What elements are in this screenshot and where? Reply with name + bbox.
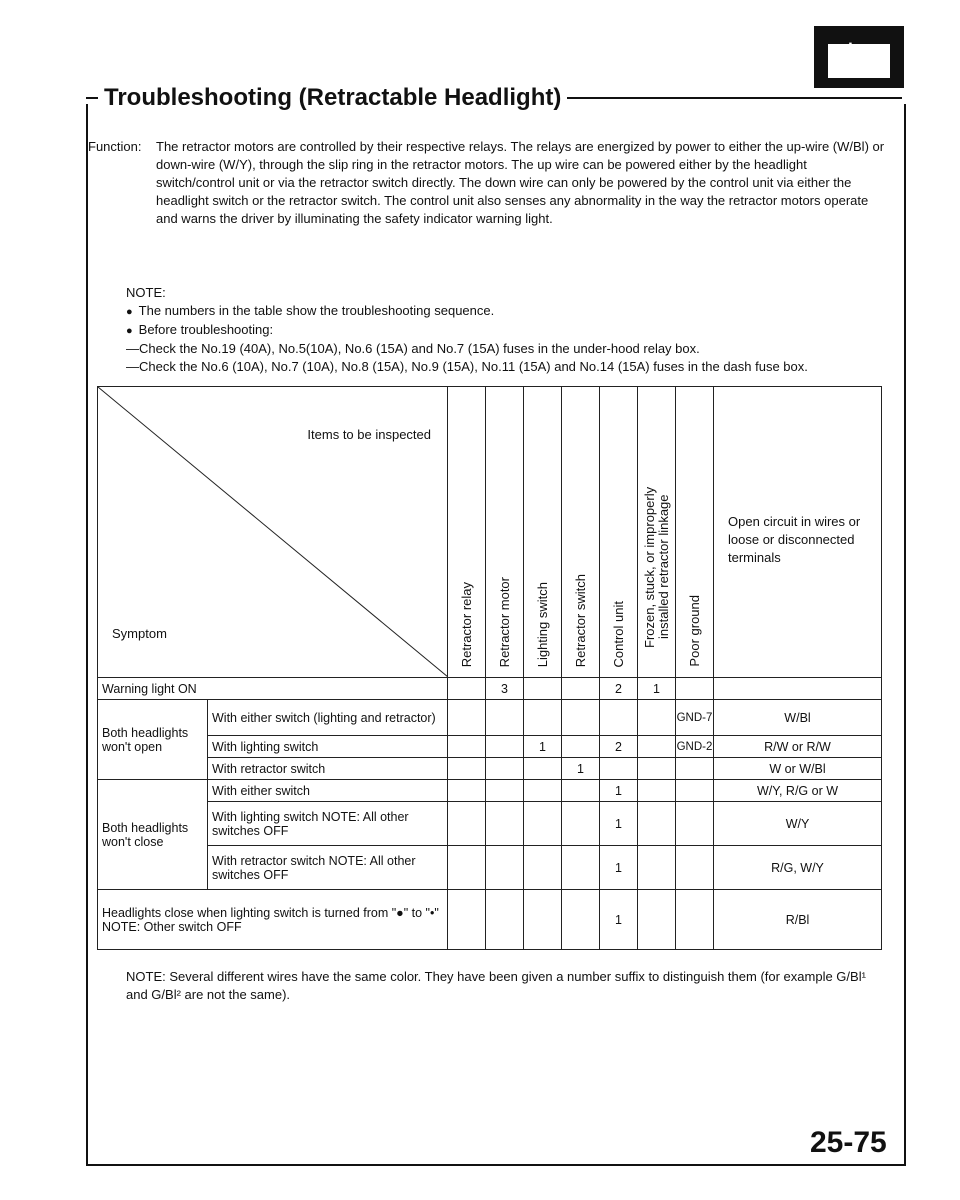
column-header: Frozen, stuck, or improperly installed retractor linkage [638,387,676,678]
wire-cell: R/G, W/Y [714,846,882,890]
table-cell [562,802,600,846]
table-row [98,758,882,780]
table-cell [676,758,714,780]
table-cell: 1 [600,780,638,802]
table-cell: GND-7 [676,700,714,736]
table-cell [486,736,524,758]
table-cell [524,802,562,846]
table-cell [638,846,676,890]
table-cell: 1 [638,678,676,700]
table-cell [524,678,562,700]
table-cell: 1 [600,890,638,950]
table-cell: GND-2 [676,736,714,758]
symptom-header: Symptom [112,626,167,641]
table-cell [524,780,562,802]
battery-minus-symbol: − [872,36,885,61]
bottom-note: NOTE: Several different wires have the same color. They have been given a number suffix to distinguish them (for example G/Bl¹ and G/Bl² are not the same). [126,969,866,1002]
wire-cell [714,678,882,700]
table-cell: 1 [600,802,638,846]
column-header: Retractor motor [486,387,524,678]
column-header: Retractor switch [562,387,600,678]
group-label: Both headlights won't close [98,780,208,890]
table-cell [524,846,562,890]
table-cell [524,700,562,736]
table-cell [638,736,676,758]
table-cell [600,700,638,736]
note-bullet: ● Before troubleshooting: [126,321,886,340]
table-cell: 1 [524,736,562,758]
table-cell [486,890,524,950]
table-cell [638,700,676,736]
page-title: Troubleshooting (Retractable Headlight) [98,84,567,112]
battery-plus-symbol: + [844,36,857,61]
column-header: Control unit [600,387,638,678]
table-cell [562,678,600,700]
row-label: Headlights close when lighting switch is turned from "●" to "•" NOTE: Other switch OFF [98,890,448,950]
table-cell [448,780,486,802]
troubleshooting-table [97,386,882,950]
note-label: NOTE: [126,285,166,300]
table-cell [676,780,714,802]
table-cell: 2 [600,678,638,700]
wire-cell: R/W or R/W [714,736,882,758]
table-cell [448,802,486,846]
table-cell [448,700,486,736]
note-dash-item: — Check the No.19 (40A), No.5(10A), No.6 (15A) and No.7 (15A) fuses in the under-hood relay box. [126,340,886,358]
table-cell [448,678,486,700]
group-label: Both headlights won't open [98,700,208,780]
table-cell: 1 [562,758,600,780]
table-cell [676,846,714,890]
table-cell [638,780,676,802]
function-description [88,138,886,228]
table-cell: 1 [600,846,638,890]
note-block [126,284,886,376]
row-label: With either switch [208,780,448,802]
row-label: With lighting switch [208,736,448,758]
table-row [98,678,882,700]
wire-cell: W or W/Bl [714,758,882,780]
row-label: With either switch (lighting and retractor) [208,700,448,736]
note-dash-item: — Check the No.6 (10A), No.7 (10A), No.8 (15A), No.9 (15A), No.11 (15A) and No.14 (15A) fuses in the dash fuse box. [126,358,886,376]
function-text: The retractor motors are controlled by their respective relays. The relays are energized by power to either the up-wire (W/Bl) or down-wire (W/Y), through the slip ring in the retractor motors. The up wire can be powered either by the headlight switch/control unit or via the retractor switch directly. The down wire can only be powered by the control unit via either the headlight switch or the retractor switch. The control unit also senses any abnormality in the way the retractor motors operate and warns the driver by illuminating the safety indicator warning light. [156,139,885,226]
table-cell [524,890,562,950]
table-cell [486,758,524,780]
table-row [98,846,882,890]
table-cell: 3 [486,678,524,700]
function-label: Function: [88,139,142,154]
table-cell [676,802,714,846]
table-cell [562,736,600,758]
column-header: Lighting switch [524,387,562,678]
table-cell [562,780,600,802]
table-row [98,890,882,950]
wire-cell: W/Bl [714,700,882,736]
battery-icon [814,26,904,88]
table-cell [676,890,714,950]
table-cell [638,758,676,780]
table-cell [448,736,486,758]
table-cell [562,846,600,890]
wire-cell: W/Y [714,802,882,846]
row-label: Warning light ON [98,678,448,700]
table-cell [448,758,486,780]
table-cell [638,890,676,950]
table-row [98,700,882,736]
table-cell [562,700,600,736]
page-number: 25-75 [810,1126,887,1159]
column-header: Retractor relay [448,387,486,678]
table-corner-cell [98,387,448,678]
table-cell [676,678,714,700]
row-label: With lighting switch NOTE: All other switches OFF [208,802,448,846]
wire-cell: R/Bl [714,890,882,950]
table-cell [486,700,524,736]
table-cell: 2 [600,736,638,758]
table-cell [600,758,638,780]
table-cell [486,846,524,890]
table-cell [448,890,486,950]
wire-cell: W/Y, R/G or W [714,780,882,802]
row-label: With retractor switch NOTE: All other switches OFF [208,846,448,890]
items-header: Items to be inspected [307,427,431,442]
open-circuit-header: Open circuit in wires or loose or disconnected terminals [714,387,882,678]
table-cell [486,780,524,802]
table-row [98,736,882,758]
table-cell [448,846,486,890]
row-label: With retractor switch [208,758,448,780]
table-cell [524,758,562,780]
note-bullet: ● The numbers in the table show the troubleshooting sequence. [126,302,886,321]
table-cell [562,890,600,950]
table-cell [638,802,676,846]
column-header: Poor ground [676,387,714,678]
table-row [98,780,882,802]
table-cell [486,802,524,846]
table-row [98,802,882,846]
